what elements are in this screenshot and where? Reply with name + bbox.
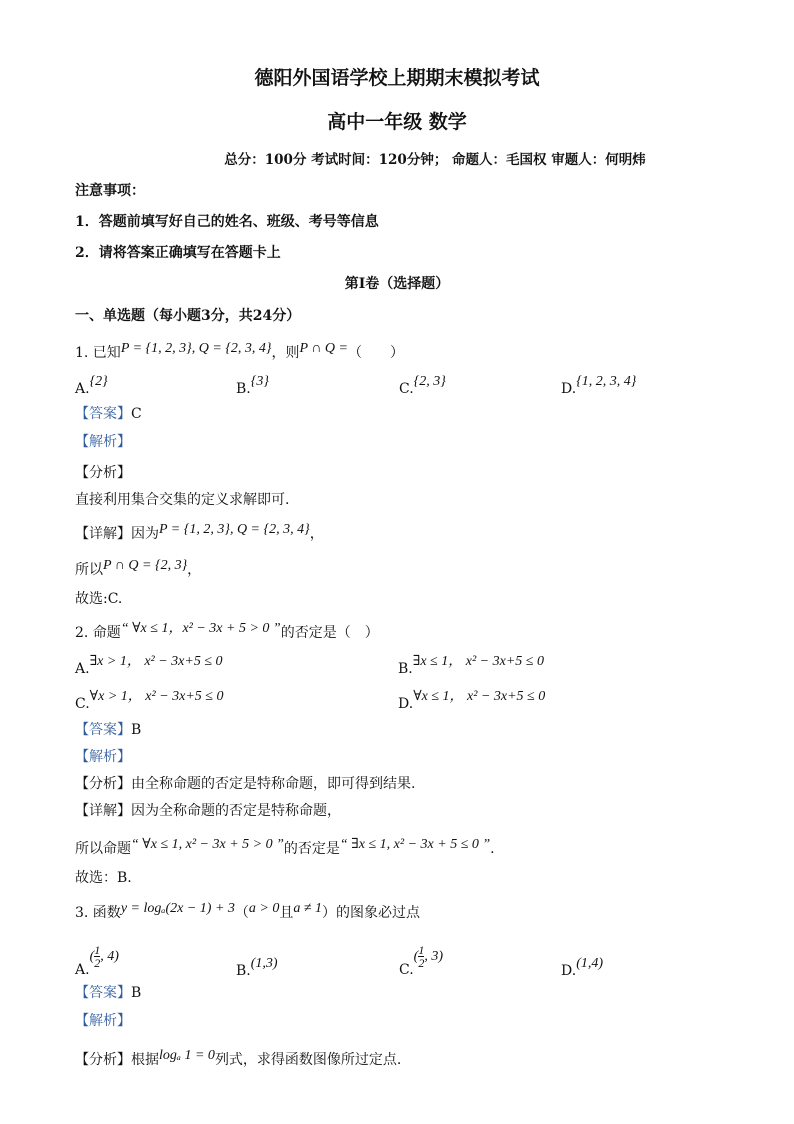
q2-choose: 故选：B. (75, 870, 132, 886)
q3-option-c (399, 943, 444, 978)
detail-prefix: 因为 (131, 526, 159, 542)
q2-suffix: 的否定是（ ） (280, 625, 379, 641)
option-label: C. (75, 696, 90, 712)
option-label: A. (75, 381, 90, 397)
option-value-pre: ( (413, 948, 419, 964)
exam-subtitle: 高中一年级 数学 (327, 111, 467, 133)
fenxi-suffix: 列式，求得函数图像所过定点. (214, 1052, 402, 1068)
option-label: C. (399, 381, 414, 397)
option-label: B. (236, 963, 251, 979)
option-value: (1,4) (576, 956, 604, 971)
q3-answer (75, 983, 141, 1003)
fenxi-prefix: 根据 (131, 1052, 159, 1068)
option-value-post: , 4) (100, 948, 119, 964)
q1-so (75, 560, 201, 581)
fraction-denominator: 2 (94, 956, 101, 970)
question-1 (75, 343, 404, 364)
q1-suffix: （ ） (347, 345, 404, 361)
q1-prefix: 1. 已知 (75, 345, 121, 361)
q2-fenxi (75, 774, 415, 794)
q1-expr2: P ∩ Q = (299, 341, 348, 356)
option-label: B. (398, 661, 413, 677)
option-value: ∃x > 1， x² − 3x+5 ≤ 0 (89, 654, 223, 669)
answer-tag: 【答案】 (75, 985, 131, 1001)
q3-cond-1: a > 0 (248, 901, 280, 916)
q3-fenxi (75, 1050, 401, 1071)
q2-expr: “ ∀x ≤ 1，x² − 3x + 5 > 0 ” (120, 621, 281, 636)
fenxi-tag: 【分析】 (75, 1052, 131, 1068)
option-label: C. (399, 961, 414, 978)
question-3 (75, 903, 420, 924)
fraction-numerator: 1 (418, 943, 425, 957)
detail-tag: 【详解】 (75, 526, 131, 542)
option-value: {1, 2, 3, 4} (576, 374, 637, 389)
q1-option-b (236, 376, 269, 397)
option-label: D. (398, 696, 414, 712)
notice-item-1: 1．答题前填写好自己的姓名、班级、考号等信息 (75, 214, 379, 230)
q1-choose: 故选:C. (75, 591, 123, 607)
detail-expr: P = {1, 2, 3}, Q = {2, 3, 4} (159, 522, 310, 537)
q3-option-d (561, 958, 603, 979)
q1-detail (75, 524, 324, 545)
q3-expr: y = logₐ(2x − 1) + 3 (120, 901, 235, 916)
exam-meta: 总分：100分 考试时间：120分钟； 命题人：毛国权 审题人：何明炜 (224, 152, 646, 168)
q2-analysis-tag: 【解析】 (75, 749, 131, 765)
q3-option-b (236, 958, 278, 979)
option-value: {2, 3} (413, 374, 446, 389)
q2-option-a (75, 656, 223, 677)
fenxi-tag: 【分析】 (75, 776, 131, 792)
answer-value: B (131, 985, 142, 1001)
q1-mid: ，则 (271, 345, 300, 361)
fraction-numerator: 1 (94, 943, 101, 957)
option-label: A. (75, 661, 90, 677)
option-label: D. (561, 963, 577, 979)
q2-option-c (75, 691, 224, 712)
q3-cond-open: （ (234, 905, 249, 921)
option-value-post: , 3) (424, 948, 444, 964)
detail-suffix: ， (309, 526, 324, 542)
section-title: 第I卷（选择题） (344, 276, 450, 292)
q1-option-d (561, 376, 636, 397)
option-value: {3} (250, 374, 269, 389)
option-value: (1,3) (250, 956, 278, 971)
so-prefix: 所以命题 (75, 841, 131, 857)
q3-cond-2: a ≠ 1 (293, 901, 323, 916)
q2-answer (75, 720, 141, 740)
answer-tag: 【答案】 (75, 722, 131, 738)
option-value: ∃x ≤ 1， x² − 3x+5 ≤ 0 (412, 654, 544, 669)
part-title: 一、单选题（每小题3分，共24分） (75, 308, 301, 324)
q1-fenxi-text: 直接利用集合交集的定义求解即可. (75, 492, 290, 508)
detail-text: 因为全称命题的否定是特称命题， (131, 803, 341, 819)
so-suffix: . (490, 841, 495, 857)
so-suffix: ， (187, 562, 202, 578)
q2-option-b (398, 656, 544, 677)
q3-cond-close: ）的图象必过点 (322, 905, 421, 921)
answer-value: B (131, 722, 142, 738)
so-expr-1: “ ∀x ≤ 1, x² − 3x + 5 > 0 ” (131, 837, 284, 852)
q2-so (75, 839, 495, 860)
so-expr: P ∩ Q = {2, 3} (103, 558, 188, 573)
q2-option-d (398, 691, 545, 712)
fraction-denominator: 2 (418, 956, 425, 970)
option-value: ∀x ≤ 1， x² − 3x+5 ≤ 0 (413, 689, 546, 704)
option-label: A. (75, 961, 90, 978)
option-value: {2} (89, 374, 108, 389)
q1-fenxi-tag: 【分析】 (75, 465, 131, 481)
notice-heading: 注意事项： (75, 183, 145, 199)
fenxi-text: 由全称命题的否定是特称命题，即可得到结果. (131, 776, 416, 792)
so-expr-2: “ ∃x ≤ 1, x² − 3x + 5 ≤ 0 ” (339, 837, 491, 852)
question-2 (75, 623, 379, 644)
option-label: B. (236, 381, 251, 397)
so-prefix: 所以 (75, 562, 103, 578)
q3-analysis-tag: 【解析】 (75, 1013, 131, 1029)
notice-item-2: 2．请将答案正确填写在答题卡上 (75, 245, 281, 261)
so-mid: 的否定是 (283, 841, 340, 857)
q1-answer (75, 404, 142, 424)
q1-option-a (75, 376, 108, 397)
q2-prefix: 2. 命题 (75, 625, 121, 641)
option-value-pre: ( (89, 948, 95, 964)
q3-cond-and: 且 (279, 905, 294, 921)
q3-option-a (75, 943, 119, 978)
q3-prefix: 3. 函数 (75, 905, 121, 921)
answer-tag: 【答案】 (75, 406, 131, 422)
q2-detail (75, 801, 341, 821)
option-value: ∀x > 1， x² − 3x+5 ≤ 0 (89, 689, 224, 704)
q1-analysis-tag: 【解析】 (75, 434, 131, 450)
fenxi-expr: logₐ 1 = 0 (159, 1048, 215, 1063)
option-label: D. (561, 381, 577, 397)
q1-expr: P = {1, 2, 3}, Q = {2, 3, 4} (120, 341, 272, 356)
answer-value: C (131, 406, 142, 422)
detail-tag: 【详解】 (75, 803, 131, 819)
q1-option-c (399, 376, 446, 397)
exam-title: 德阳外国语学校上期期末模拟考试 (254, 67, 540, 89)
